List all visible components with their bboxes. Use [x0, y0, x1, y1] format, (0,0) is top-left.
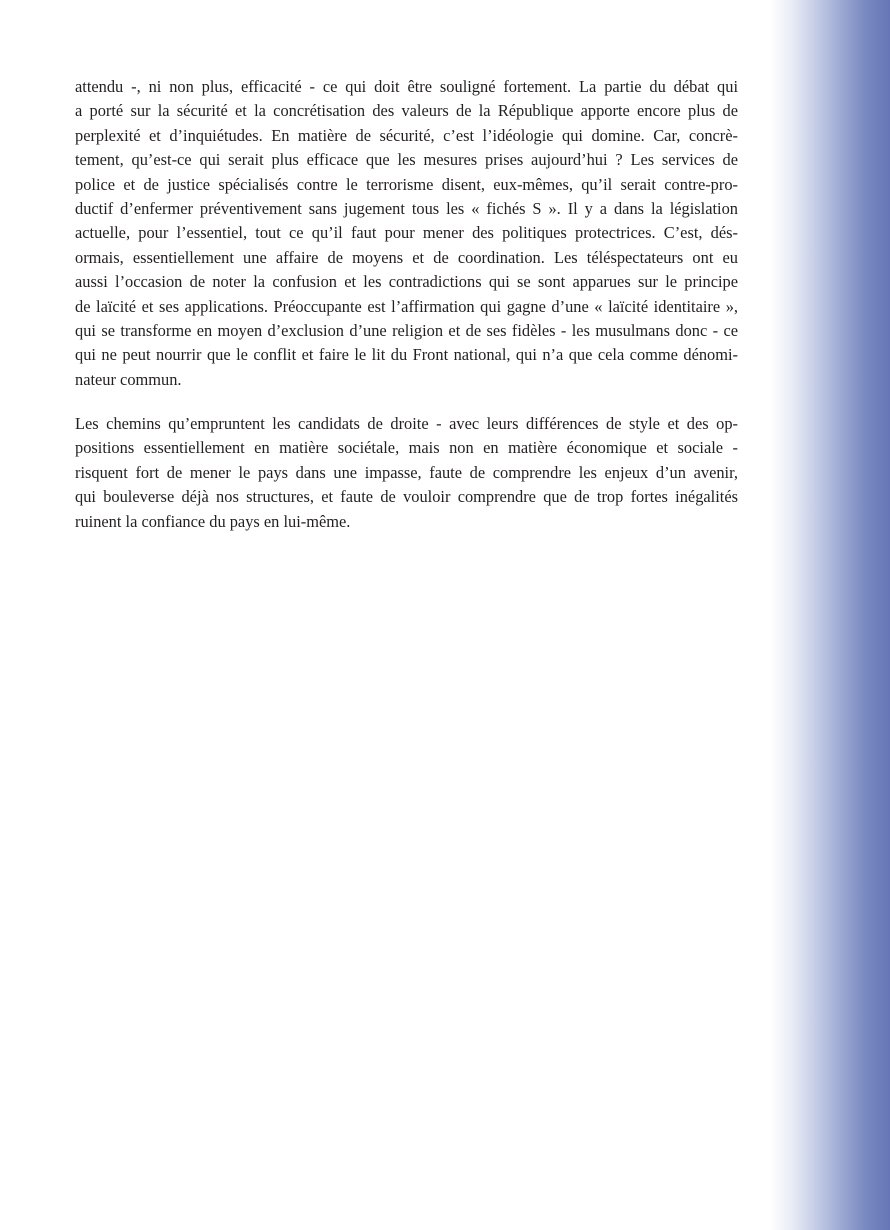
text-line: aussi l’occasion de noter la confusion et les contradictions qui se sont apparues sur le principe — [75, 272, 738, 292]
text-line: perplexité et d’inquiétudes. En matière de sécurité, c’est l’idéologie qui domine. Car, concrè- — [75, 125, 738, 145]
text-line: qui bouleverse déjà nos structures, et faute de vouloir comprendre que de trop fortes inégalités — [75, 487, 738, 507]
body-text — [75, 75, 738, 534]
paragraph-2 — [75, 412, 738, 534]
text-line: nateur commun. — [75, 369, 182, 389]
text-line: a porté sur la sécurité et la concrétisation des valeurs de la République apporte encore plus de — [75, 101, 738, 121]
text-line: tement, qu’est-ce qui serait plus efficace que les mesures prises aujourd’hui ? Les services de — [75, 150, 738, 170]
text-line: positions essentiellement en matière sociétale, mais non en matière économique et sociale - — [75, 438, 738, 458]
paragraph-1 — [75, 75, 738, 392]
text-line: qui ne peut nourrir que le conflit et faire le lit du Front national, qui n’a que cela comme dénomi- — [75, 345, 738, 365]
text-line: de laïcité et ses applications. Préoccupante est l’affirmation qui gagne d’une « laïcité identitaire », — [75, 296, 738, 316]
text-line: police et de justice spécialisés contre le terrorisme disent, eux-mêmes, qu’il serait contre-pro- — [75, 174, 738, 194]
text-line: attendu -, ni non plus, efficacité - ce qui doit être souligné fortement. La partie du débat qui — [75, 77, 738, 96]
text-line: ormais, essentiellement une affaire de moyens et de coordination. Les téléspectateurs ont eu — [75, 247, 738, 267]
decorative-gradient-band — [770, 0, 890, 1230]
text-line: risquent fort de mener le pays dans une impasse, faute de comprendre les enjeux d’un avenir, — [75, 462, 738, 482]
text-line: ductif d’enfermer préventivement sans jugement tous les « fichés S ». Il y a dans la législation — [75, 198, 738, 218]
text-line: Les chemins qu’empruntent les candidats de droite - avec leurs différences de style et des op- — [75, 414, 738, 434]
text-line: actuelle, pour l’essentiel, tout ce qu’il faut pour mener des politiques protectrices. C’est, dés- — [75, 223, 738, 243]
text-line: qui se transforme en moyen d’exclusion d’une religion et de ses fidèles - les musulmans donc - ce — [75, 320, 738, 340]
text-line: ruinent la confiance du pays en lui-même. — [75, 511, 351, 531]
